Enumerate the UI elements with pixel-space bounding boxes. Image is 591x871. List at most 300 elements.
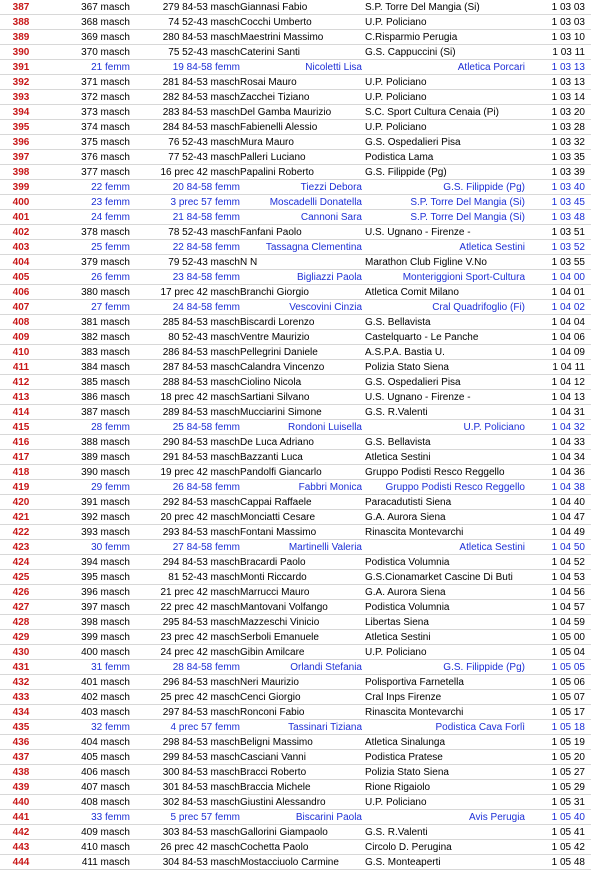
category-rank: 280 84-53 masch xyxy=(162,32,240,43)
club-name: G.S. Monteaperti xyxy=(365,857,441,868)
category-rank: 288 84-53 masch xyxy=(162,377,240,388)
club-name: Atletica Sestini xyxy=(365,632,431,643)
finish-time: 1 04 00 xyxy=(551,272,585,283)
gender-rank: 22 femm xyxy=(91,182,130,193)
finish-time: 1 03 28 xyxy=(551,122,585,133)
finish-time: 1 03 39 xyxy=(551,167,585,178)
overall-position: 423 xyxy=(12,542,30,553)
table-row xyxy=(0,15,591,30)
table-row xyxy=(0,420,591,435)
athlete-name: Del Gamba Maurizio xyxy=(240,107,332,118)
club-name: S.P. Torre Del Mangia (Si) xyxy=(410,197,525,208)
category-rank: 17 prec 42 masch xyxy=(160,287,240,298)
table-row xyxy=(0,345,591,360)
overall-position: 427 xyxy=(12,602,30,613)
athlete-name: Cenci Giorgio xyxy=(240,692,301,703)
finish-time: 1 04 59 xyxy=(551,617,585,628)
category-rank: 24 prec 42 masch xyxy=(160,647,240,658)
table-row xyxy=(0,150,591,165)
gender-rank: 380 masch xyxy=(81,287,130,298)
club-name: Atletica Comit Milano xyxy=(365,287,459,298)
table-row xyxy=(0,690,591,705)
table-row xyxy=(0,255,591,270)
club-name: U.P. Policiano xyxy=(365,92,427,103)
finish-time: 1 03 20 xyxy=(551,107,585,118)
finish-time: 1 05 20 xyxy=(551,752,585,763)
athlete-name: Beligni Massimo xyxy=(240,737,313,748)
finish-time: 1 04 53 xyxy=(551,572,585,583)
table-row xyxy=(0,285,591,300)
finish-time: 1 03 45 xyxy=(551,197,585,208)
overall-position: 406 xyxy=(12,287,30,298)
table-row xyxy=(0,555,591,570)
category-rank: 302 84-53 masch xyxy=(162,797,240,808)
club-name: Castelquarto - Le Panche xyxy=(365,332,479,343)
club-name: C.Risparmio Perugia xyxy=(365,32,458,43)
category-rank: 291 84-53 masch xyxy=(162,452,240,463)
club-name: Atletica Sestini xyxy=(459,542,525,553)
club-name: G.S. Cappuccini (Si) xyxy=(365,47,456,58)
overall-position: 418 xyxy=(12,467,30,478)
category-rank: 74 52-43 masch xyxy=(168,17,240,28)
category-rank: 25 84-58 femm xyxy=(172,422,240,433)
athlete-name: Fabbri Monica xyxy=(298,482,362,493)
category-rank: 283 84-53 masch xyxy=(162,107,240,118)
athlete-name: Nicoletti Lisa xyxy=(305,62,362,73)
table-row xyxy=(0,585,591,600)
gender-rank: 26 femm xyxy=(91,272,130,283)
finish-time: 1 04 09 xyxy=(551,347,585,358)
overall-position: 437 xyxy=(12,752,30,763)
overall-position: 436 xyxy=(12,737,30,748)
gender-rank: 403 masch xyxy=(81,707,130,718)
overall-position: 392 xyxy=(12,77,30,88)
category-rank: 19 prec 42 masch xyxy=(160,467,240,478)
athlete-name: Papalini Roberto xyxy=(240,167,314,178)
overall-position: 402 xyxy=(12,227,30,238)
category-rank: 76 52-43 masch xyxy=(168,137,240,148)
gender-rank: 32 femm xyxy=(91,722,130,733)
gender-rank: 410 masch xyxy=(81,842,130,853)
finish-time: 1 03 13 xyxy=(551,62,585,73)
club-name: Cral Inps Firenze xyxy=(365,692,442,703)
overall-position: 409 xyxy=(12,332,30,343)
gender-rank: 404 masch xyxy=(81,737,130,748)
table-row xyxy=(0,495,591,510)
overall-position: 411 xyxy=(12,362,30,373)
overall-position: 388 xyxy=(12,17,30,28)
club-name: Cral Quadrifoglio (Fi) xyxy=(432,302,525,313)
table-row xyxy=(0,600,591,615)
club-name: G.S. Ospedalieri Pisa xyxy=(365,377,461,388)
gender-rank: 383 masch xyxy=(81,347,130,358)
table-row xyxy=(0,135,591,150)
gender-rank: 29 femm xyxy=(91,482,130,493)
table-row xyxy=(0,360,591,375)
table-row xyxy=(0,810,591,825)
club-name: Atletica Sestini xyxy=(365,452,431,463)
finish-time: 1 05 00 xyxy=(551,632,585,643)
overall-position: 430 xyxy=(12,647,30,658)
athlete-name: Gallorini Giampaolo xyxy=(240,827,328,838)
finish-time: 1 04 33 xyxy=(551,437,585,448)
overall-position: 414 xyxy=(12,407,30,418)
category-rank: 5 prec 57 femm xyxy=(170,812,240,823)
gender-rank: 367 masch xyxy=(81,2,130,13)
gender-rank: 399 masch xyxy=(81,632,130,643)
club-name: G.S. R.Valenti xyxy=(365,827,428,838)
category-rank: 19 84-58 femm xyxy=(172,62,240,73)
finish-time: 1 04 57 xyxy=(551,602,585,613)
table-row xyxy=(0,315,591,330)
table-row xyxy=(0,120,591,135)
category-rank: 28 84-58 femm xyxy=(172,662,240,673)
athlete-name: Bigliazzi Paola xyxy=(296,272,362,283)
category-rank: 26 prec 42 masch xyxy=(160,842,240,853)
club-name: Avis Perugia xyxy=(469,812,525,823)
finish-time: 1 04 32 xyxy=(551,422,585,433)
club-name: Circolo D. Perugina xyxy=(365,842,452,853)
club-name: Rinascita Montevarchi xyxy=(365,707,464,718)
table-row xyxy=(0,270,591,285)
table-row xyxy=(0,840,591,855)
club-name: Atletica Porcari xyxy=(457,62,525,73)
table-row xyxy=(0,570,591,585)
gender-rank: 21 femm xyxy=(91,62,130,73)
finish-time: 1 03 40 xyxy=(551,182,585,193)
overall-position: 410 xyxy=(12,347,30,358)
finish-time: 1 04 34 xyxy=(551,452,585,463)
table-row xyxy=(0,300,591,315)
category-rank: 284 84-53 masch xyxy=(162,122,240,133)
table-row xyxy=(0,450,591,465)
gender-rank: 371 masch xyxy=(81,77,130,88)
athlete-name: Ciolino Nicola xyxy=(240,377,302,388)
overall-position: 435 xyxy=(12,722,30,733)
category-rank: 75 52-43 masch xyxy=(168,47,240,58)
athlete-name: Biscardi Lorenzo xyxy=(240,317,315,328)
gender-rank: 401 masch xyxy=(81,677,130,688)
club-name: Podistica Pratese xyxy=(365,752,443,763)
gender-rank: 409 masch xyxy=(81,827,130,838)
finish-time: 1 05 18 xyxy=(551,722,585,733)
athlete-name: Maestrini Massimo xyxy=(240,32,324,43)
athlete-name: Fanfani Paolo xyxy=(240,227,302,238)
overall-position: 422 xyxy=(12,527,30,538)
club-name: U.P. Policiano xyxy=(365,122,427,133)
table-row xyxy=(0,705,591,720)
gender-rank: 389 masch xyxy=(81,452,130,463)
club-name: Podistica Volumnia xyxy=(365,602,450,613)
gender-rank: 372 masch xyxy=(81,92,130,103)
athlete-name: Cocchi Umberto xyxy=(240,17,312,28)
club-name: Rione Rigaiolo xyxy=(365,782,431,793)
overall-position: 397 xyxy=(12,152,30,163)
finish-time: 1 03 11 xyxy=(552,47,585,58)
gender-rank: 384 masch xyxy=(81,362,130,373)
gender-rank: 31 femm xyxy=(91,662,130,673)
overall-position: 443 xyxy=(12,842,30,853)
table-row xyxy=(0,210,591,225)
athlete-name: Bracci Roberto xyxy=(240,767,307,778)
gender-rank: 33 femm xyxy=(91,812,130,823)
club-name: G.S. Bellavista xyxy=(365,437,431,448)
table-row xyxy=(0,675,591,690)
finish-time: 1 04 38 xyxy=(551,482,585,493)
athlete-name: Mura Mauro xyxy=(240,137,294,148)
overall-position: 421 xyxy=(12,512,30,523)
gender-rank: 388 masch xyxy=(81,437,130,448)
club-name: G.A. Aurora Siena xyxy=(365,587,446,598)
category-rank: 292 84-53 masch xyxy=(162,497,240,508)
athlete-name: Bracardi Paolo xyxy=(240,557,306,568)
finish-time: 1 04 40 xyxy=(551,497,585,508)
club-name: G.S. Filippide (Pg) xyxy=(443,182,525,193)
athlete-name: Fabienelli Alessio xyxy=(240,122,318,133)
finish-time: 1 04 11 xyxy=(552,362,585,373)
athlete-name: Pellegrini Daniele xyxy=(240,347,318,358)
club-name: S.P. Torre Del Mangia (Si) xyxy=(410,212,525,223)
club-name: Rinascita Montevarchi xyxy=(365,527,464,538)
gender-rank: 381 masch xyxy=(81,317,130,328)
table-row xyxy=(0,465,591,480)
category-rank: 289 84-53 masch xyxy=(162,407,240,418)
table-row xyxy=(0,750,591,765)
category-rank: 16 prec 42 masch xyxy=(160,167,240,178)
category-rank: 300 84-53 masch xyxy=(162,767,240,778)
table-row xyxy=(0,780,591,795)
club-name: Podistica Volumnia xyxy=(365,557,450,568)
category-rank: 18 prec 42 masch xyxy=(160,392,240,403)
overall-position: 439 xyxy=(12,782,30,793)
finish-time: 1 04 36 xyxy=(551,467,585,478)
gender-rank: 373 masch xyxy=(81,107,130,118)
category-rank: 293 84-53 masch xyxy=(162,527,240,538)
athlete-name: Martinelli Valeria xyxy=(288,542,362,553)
overall-position: 434 xyxy=(12,707,30,718)
club-name: Marathon Club Figline V.No xyxy=(365,257,487,268)
finish-time: 1 03 10 xyxy=(551,32,585,43)
overall-position: 407 xyxy=(12,302,30,313)
table-row xyxy=(0,330,591,345)
club-name: U.P. Policiano xyxy=(365,77,427,88)
table-row xyxy=(0,510,591,525)
club-name: S.C. Sport Cultura Cenaia (Pi) xyxy=(365,107,499,118)
club-name: Libertas Siena xyxy=(365,617,429,628)
finish-time: 1 04 12 xyxy=(551,377,585,388)
club-name: Atletica Sestini xyxy=(459,242,525,253)
club-name: G.S. Filippide (Pg) xyxy=(365,167,447,178)
gender-rank: 377 masch xyxy=(81,167,130,178)
table-row xyxy=(0,390,591,405)
gender-rank: 385 masch xyxy=(81,377,130,388)
table-row xyxy=(0,645,591,660)
athlete-name: Caterini Santi xyxy=(240,47,301,58)
athlete-name: Marrucci Mauro xyxy=(240,587,310,598)
finish-time: 1 04 49 xyxy=(551,527,585,538)
finish-time: 1 05 27 xyxy=(551,767,585,778)
category-rank: 286 84-53 masch xyxy=(162,347,240,358)
table-row xyxy=(0,240,591,255)
gender-rank: 391 masch xyxy=(81,497,130,508)
overall-position: 420 xyxy=(12,497,30,508)
overall-position: 408 xyxy=(12,317,30,328)
overall-position: 424 xyxy=(12,557,30,568)
club-name: G.S.Cionamarket Cascine Di Buti xyxy=(365,572,513,583)
gender-rank: 393 masch xyxy=(81,527,130,538)
gender-rank: 387 masch xyxy=(81,407,130,418)
table-row xyxy=(0,75,591,90)
athlete-name: Rondoni Luisella xyxy=(288,422,362,433)
category-rank: 282 84-53 masch xyxy=(162,92,240,103)
athlete-name: Cochetta Paolo xyxy=(240,842,309,853)
overall-position: 438 xyxy=(12,767,30,778)
table-row xyxy=(0,480,591,495)
finish-time: 1 05 48 xyxy=(551,857,585,868)
club-name: Polizia Stato Siena xyxy=(365,362,449,373)
gender-rank: 398 masch xyxy=(81,617,130,628)
category-rank: 20 84-58 femm xyxy=(172,182,240,193)
category-rank: 22 84-58 femm xyxy=(172,242,240,253)
athlete-name: Moscadelli Donatella xyxy=(269,197,362,208)
gender-rank: 370 masch xyxy=(81,47,130,58)
overall-position: 431 xyxy=(12,662,30,673)
finish-time: 1 05 17 xyxy=(551,707,585,718)
finish-time: 1 05 06 xyxy=(551,677,585,688)
athlete-name: Mostacciuolo Carmine xyxy=(240,857,339,868)
overall-position: 398 xyxy=(12,167,30,178)
finish-time: 1 04 31 xyxy=(551,407,585,418)
category-rank: 21 prec 42 masch xyxy=(160,587,240,598)
athlete-name: Neri Maurizio xyxy=(240,677,299,688)
category-rank: 77 52-43 masch xyxy=(168,152,240,163)
athlete-name: Cannoni Sara xyxy=(300,212,362,223)
category-rank: 4 prec 57 femm xyxy=(170,722,240,733)
table-row xyxy=(0,90,591,105)
athlete-name: Sartiani Silvano xyxy=(240,392,310,403)
athlete-name: Giustini Alessandro xyxy=(240,797,326,808)
overall-position: 391 xyxy=(12,62,30,73)
finish-time: 1 05 41 xyxy=(551,827,585,838)
category-rank: 27 84-58 femm xyxy=(172,542,240,553)
overall-position: 412 xyxy=(12,377,30,388)
overall-position: 441 xyxy=(12,812,30,823)
table-row xyxy=(0,435,591,450)
gender-rank: 390 masch xyxy=(81,467,130,478)
category-rank: 79 52-43 masch xyxy=(168,257,240,268)
table-row xyxy=(0,180,591,195)
finish-time: 1 04 13 xyxy=(551,392,585,403)
athlete-name: Tassinari Tiziana xyxy=(288,722,362,733)
table-row xyxy=(0,795,591,810)
overall-position: 426 xyxy=(12,587,30,598)
finish-time: 1 03 03 xyxy=(551,17,585,28)
club-name: U.S. Ugnano - Firenze - xyxy=(365,227,471,238)
overall-position: 396 xyxy=(12,137,30,148)
overall-position: 444 xyxy=(12,857,30,868)
category-rank: 303 84-53 masch xyxy=(162,827,240,838)
club-name: A.S.P.A. Bastia U. xyxy=(365,347,445,358)
athlete-name: Fontani Massimo xyxy=(240,527,317,538)
athlete-name: N N xyxy=(240,257,258,268)
overall-position: 425 xyxy=(12,572,30,583)
athlete-name: Vescovini Cinzia xyxy=(289,302,362,313)
category-rank: 304 84-53 masch xyxy=(162,857,240,868)
club-name: U.P. Policiano xyxy=(365,647,427,658)
category-rank: 279 84-53 masch xyxy=(162,2,240,13)
table-row xyxy=(0,30,591,45)
club-name: G.S. Ospedalieri Pisa xyxy=(365,137,461,148)
category-rank: 24 84-58 femm xyxy=(172,302,240,313)
gender-rank: 374 masch xyxy=(81,122,130,133)
gender-rank: 376 masch xyxy=(81,152,130,163)
athlete-name: Calandra Vincenzo xyxy=(240,362,325,373)
table-row xyxy=(0,615,591,630)
gender-rank: 405 masch xyxy=(81,752,130,763)
finish-time: 1 05 42 xyxy=(551,842,585,853)
finish-time: 1 05 29 xyxy=(551,782,585,793)
overall-position: 419 xyxy=(12,482,30,493)
athlete-name: Tiezzi Debora xyxy=(300,182,362,193)
category-rank: 21 84-58 femm xyxy=(172,212,240,223)
gender-rank: 28 femm xyxy=(91,422,130,433)
table-row xyxy=(0,105,591,120)
club-name: Gruppo Podisti Resco Reggello xyxy=(365,467,505,478)
finish-time: 1 03 55 xyxy=(551,257,585,268)
athlete-name: Mazzeschi Vinicio xyxy=(240,617,320,628)
category-rank: 81 52-43 masch xyxy=(168,572,240,583)
club-name: G.S. R.Valenti xyxy=(365,407,428,418)
athlete-name: De Luca Adriano xyxy=(240,437,314,448)
overall-position: 387 xyxy=(12,2,30,13)
finish-time: 1 05 31 xyxy=(551,797,585,808)
table-row xyxy=(0,630,591,645)
athlete-name: Mucciarini Simone xyxy=(240,407,322,418)
overall-position: 433 xyxy=(12,692,30,703)
gender-rank: 24 femm xyxy=(91,212,130,223)
club-name: G.A. Aurora Siena xyxy=(365,512,446,523)
table-row xyxy=(0,60,591,75)
athlete-name: Cappai Raffaele xyxy=(240,497,312,508)
athlete-name: Zacchei Tiziano xyxy=(240,92,310,103)
finish-time: 1 05 40 xyxy=(551,812,585,823)
overall-position: 432 xyxy=(12,677,30,688)
athlete-name: Biscarini Paola xyxy=(295,812,362,823)
gender-rank: 407 masch xyxy=(81,782,130,793)
overall-position: 404 xyxy=(12,257,30,268)
athlete-name: Giannasi Fabio xyxy=(240,2,308,13)
category-rank: 301 84-53 masch xyxy=(162,782,240,793)
gender-rank: 30 femm xyxy=(91,542,130,553)
table-row xyxy=(0,405,591,420)
category-rank: 80 52-43 masch xyxy=(168,332,240,343)
gender-rank: 400 masch xyxy=(81,647,130,658)
table-row xyxy=(0,195,591,210)
athlete-name: Monti Riccardo xyxy=(240,572,307,583)
category-rank: 281 84-53 masch xyxy=(162,77,240,88)
athlete-name: Tassagna Clementina xyxy=(265,242,362,253)
table-row xyxy=(0,855,591,870)
finish-time: 1 03 52 xyxy=(551,242,585,253)
category-rank: 299 84-53 masch xyxy=(162,752,240,763)
gender-rank: 397 masch xyxy=(81,602,130,613)
category-rank: 23 prec 42 masch xyxy=(160,632,240,643)
overall-position: 394 xyxy=(12,107,30,118)
category-rank: 295 84-53 masch xyxy=(162,617,240,628)
athlete-name: Braccia Michele xyxy=(240,782,311,793)
athlete-name: Branchi Giorgio xyxy=(240,287,309,298)
athlete-name: Rosai Mauro xyxy=(240,77,297,88)
